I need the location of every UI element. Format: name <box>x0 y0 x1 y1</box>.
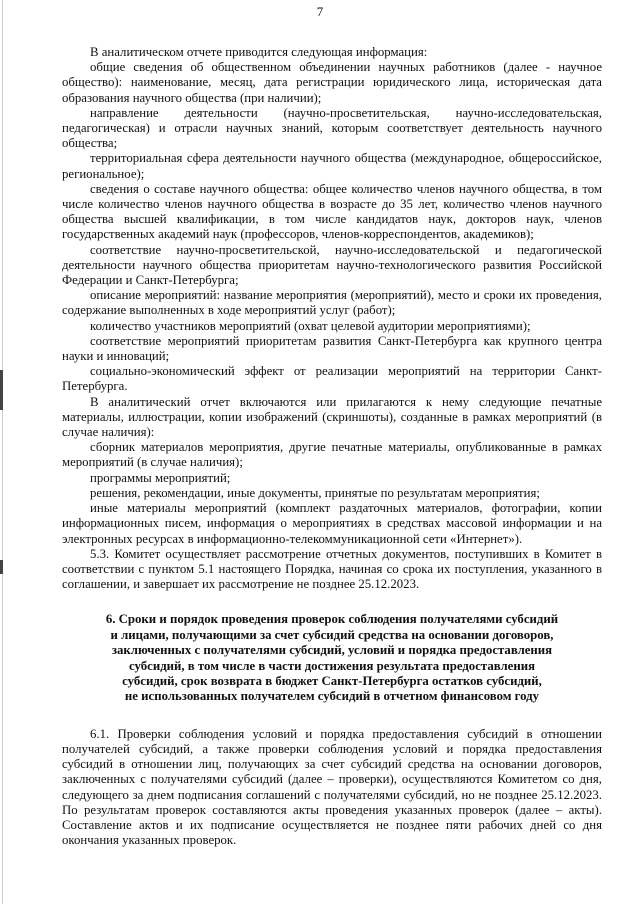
paragraph: В аналитический отчет включаются или прилагаются к нему следующие печатные материалы, иллюстрации, копии изображений (скриншоты), созданные в рамках мероприятий (в случае наличия): <box>62 394 602 440</box>
paragraph: общие сведения об общественном объединении научных работников (далее - научное общество): наименование, месяц, дата регистрации юридического лица, историческая дата образования научного общества (при наличии); <box>62 60 602 105</box>
heading-line: субсидий, срок возврата в бюджет Санкт-Петербурга остатков субсидий, <box>122 673 542 688</box>
scan-edge-mark <box>0 560 3 574</box>
paragraph: территориальная сфера деятельности научного общества (международное, общероссийское, региональное); <box>62 151 602 181</box>
paragraph: иные материалы мероприятий (комплект раздаточных материалов, фотографии, копии информационных писем, информация о мероприятиях в средствах массовой информации и на электронных ресурсах в информационно-телекоммуникационной сети «Интернет»). <box>62 501 602 546</box>
section-heading <box>62 612 602 704</box>
paragraph: сведения о составе научного общества: общее количество членов научного общества, в том числе количество членов научного общества в возрасте до 35 лет, количество членов научного общества высшей квалификации, в том числе кандидатов наук, докторов наук, членов государственных академий наук (профессоров, членов-корреспондентов, академиков); <box>62 181 602 242</box>
heading-line: и лицами, получающими за счет субсидий средства на основании договоров, <box>110 627 554 642</box>
paragraph: решения, рекомендации, иные документы, принятые по результатам мероприятия; <box>90 485 540 500</box>
paragraphs-top <box>62 45 602 592</box>
scan-edge-line <box>2 0 3 904</box>
scan-edge-mark <box>0 370 3 410</box>
heading-line: заключенных с получателями субсидий, условий и порядка предоставления <box>111 643 553 658</box>
paragraph: социально-экономический эффект от реализации мероприятий на территории Санкт-Петербурга. <box>62 364 602 394</box>
heading-line: 6. Сроки и порядок проведения проверок соблюдения получателями субсидий <box>105 612 559 627</box>
paragraph: 5.3. Комитет осуществляет рассмотрение отчетных документов, поступивших в Комитет в соответствии с пунктом 5.1 настоящего Порядка, начиная со срока их поступления, указанного в соглашении, и завершает их рассмотрение не позднее 25.12.2023. <box>62 546 602 592</box>
document-body <box>62 45 602 848</box>
paragraph: направление деятельности (научно-просветительская, научно-исследовательская, педагогическая) и отрасли научных знаний, которым соответствует деятельность научного общества; <box>62 105 602 151</box>
heading-line: субсидий, в том числе в части достижения результата предоставления <box>129 658 535 673</box>
page-number: 7 <box>316 4 324 19</box>
paragraph: описание мероприятий: название мероприятия (мероприятий), место и сроки их проведения, содержание выполненных в ходе мероприятий услуг (работ); <box>62 288 602 318</box>
paragraph: соответствие мероприятий приоритетам развития Санкт-Петербурга как крупного центра науки и инноваций; <box>62 333 602 364</box>
paragraph: В аналитическом отчете приводится следующая информация: <box>90 45 428 59</box>
paragraphs-bottom <box>62 727 602 849</box>
paragraph: количество участников мероприятий (охват целевой аудитории мероприятиями); <box>90 318 531 333</box>
paragraph: программы мероприятий; <box>90 470 231 485</box>
paragraph: 6.1. Проверки соблюдения условий и порядка предоставления субсидий в отношении получателей субсидий, а также проверки соблюдения условий и порядка предоставления субсидий в отношении лиц, получающих за счет субсидий средства на основании договоров, заключенных с получателями субсидий (далее – проверки), осуществляются Комитетом со дня, следующего за днем подписания соглашений с получателями субсидий, но не позднее 25.12.2023. По результатам проверок составляются акты проведения указанных проверок (далее – акты). Составление актов и их подписание осуществляется не позднее пяти рабочих дней со дня окончания указанных проверок. <box>62 726 602 848</box>
paragraph: соответствие научно-просветительской, научно-исследовательской и педагогической деятельности научного общества приоритетам научно-технологического развития Российской Федерации и Санкт-Петербурга; <box>62 242 602 288</box>
paragraph: сборник материалов мероприятия, другие печатные материалы, опубликованные в рамках мероприятий (в случае наличия); <box>62 440 602 470</box>
heading-line: не использованных получателем субсидий в отчетном финансовом году <box>124 689 540 704</box>
